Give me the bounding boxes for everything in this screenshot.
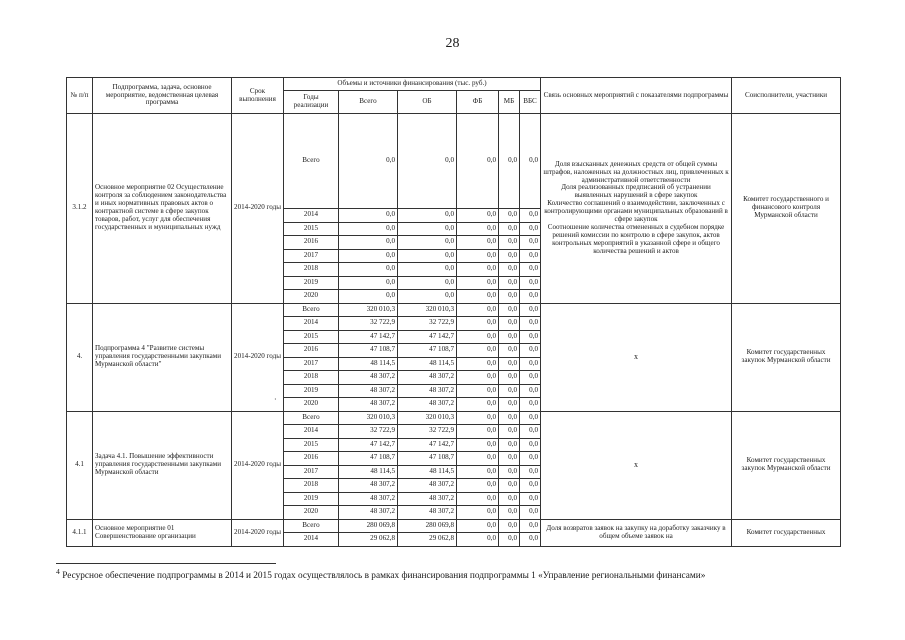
term-cell: 2014-2020 годы: [232, 114, 284, 304]
row-number: 4.1.1: [67, 519, 93, 546]
value-vbs: 0,0: [520, 344, 541, 358]
value-vbs: 0,0: [520, 236, 541, 250]
value-vbs: 0,0: [520, 398, 541, 412]
year-cell: Всего: [284, 303, 339, 317]
value-mb: 0,0: [499, 236, 520, 250]
header-term: Срок выполнения: [232, 78, 284, 114]
row-number: 3.1.2: [67, 114, 93, 304]
value-total: 0,0: [339, 263, 398, 277]
value-total: 48 114,5: [339, 357, 398, 371]
value-mb: 0,0: [499, 222, 520, 236]
value-ob: 48 307,2: [398, 384, 457, 398]
value-total: 48 307,2: [339, 479, 398, 493]
term-cell: 2014-2020 годы: [232, 303, 284, 411]
value-total: 48 307,2: [339, 492, 398, 506]
footnote-text: Ресурсное обеспечение подпрограммы в 2014 и 2015 годах осуществлялось в рамках финансирования подпрограммы 1 «Управление региональными финансами»: [62, 571, 706, 582]
value-vbs: 0,0: [520, 519, 541, 533]
value-ob: 29 062,8: [398, 533, 457, 547]
row-number: 4.1: [67, 411, 93, 519]
stray-dot: ·: [274, 395, 277, 404]
value-total: 47 142,7: [339, 438, 398, 452]
value-ob: 48 114,5: [398, 465, 457, 479]
value-fb: 0,0: [457, 357, 499, 371]
value-total: 320 010,3: [339, 303, 398, 317]
header-total: Всего: [339, 91, 398, 114]
funding-table: [66, 77, 841, 547]
year-cell: 2018: [284, 479, 339, 493]
header-years: Годы реализации: [284, 91, 339, 114]
value-ob: 47 142,7: [398, 330, 457, 344]
value-fb: 0,0: [457, 384, 499, 398]
value-fb: 0,0: [457, 114, 499, 209]
value-mb: 0,0: [499, 276, 520, 290]
value-mb: 0,0: [499, 357, 520, 371]
value-fb: 0,0: [457, 506, 499, 520]
footnote: [56, 567, 856, 581]
value-ob: 0,0: [398, 276, 457, 290]
value-fb: 0,0: [457, 344, 499, 358]
year-cell: 2015: [284, 222, 339, 236]
value-ob: 320 010,3: [398, 411, 457, 425]
value-ob: 32 722,9: [398, 317, 457, 331]
value-vbs: 0,0: [520, 276, 541, 290]
value-mb: 0,0: [499, 479, 520, 493]
value-mb: 0,0: [499, 506, 520, 520]
value-total: 0,0: [339, 276, 398, 290]
value-vbs: 0,0: [520, 357, 541, 371]
value-fb: 0,0: [457, 222, 499, 236]
indicator-link: Доля взысканных денежных средств от общей суммы штрафов, наложенных на должностных лиц, привлеченных к административной ответственности Доля реализованных предписаний об устранении выявленных нарушений в сфере закупок Количество соглашений о взаимодействии, заключенных с контролирующими органами муниципальных образований в сфере закупок Соотношение количества отмененных в судебном порядке решений комиссии по контролю в сфере закупок, актов контрольных мероприятий в указанной сфере и общего количества решений и актов: [541, 114, 732, 304]
value-fb: 0,0: [457, 249, 499, 263]
year-cell: 2014: [284, 317, 339, 331]
value-ob: 48 307,2: [398, 371, 457, 385]
value-vbs: 0,0: [520, 384, 541, 398]
value-ob: 47 108,7: [398, 452, 457, 466]
value-total: 0,0: [339, 222, 398, 236]
value-total: 48 307,2: [339, 371, 398, 385]
value-ob: 48 307,2: [398, 492, 457, 506]
page-number: 28: [445, 36, 460, 51]
value-total: 0,0: [339, 290, 398, 304]
value-total: 47 108,7: [339, 452, 398, 466]
year-cell: 2018: [284, 371, 339, 385]
year-cell: 2020: [284, 506, 339, 520]
value-vbs: 0,0: [520, 371, 541, 385]
value-vbs: 0,0: [520, 438, 541, 452]
activity-name: Задача 4.1. Повышение эффективности управления государственными закупками Мурманской области: [93, 411, 232, 519]
value-ob: 48 307,2: [398, 506, 457, 520]
footnote-mark: 4: [56, 567, 60, 576]
value-vbs: 0,0: [520, 492, 541, 506]
value-fb: 0,0: [457, 479, 499, 493]
value-vbs: 0,0: [520, 317, 541, 331]
value-fb: 0,0: [457, 438, 499, 452]
year-cell: Всего: [284, 519, 339, 533]
footnote-rule: [56, 563, 276, 564]
header-funding: Объемы и источники финансирования (тыс. руб.): [284, 78, 541, 91]
value-mb: 0,0: [499, 425, 520, 439]
value-total: 47 108,7: [339, 344, 398, 358]
value-vbs: 0,0: [520, 506, 541, 520]
value-mb: 0,0: [499, 209, 520, 223]
value-ob: 0,0: [398, 249, 457, 263]
value-fb: 0,0: [457, 465, 499, 479]
indicator-link: Доля возвратов заявок на закупку на доработку заказчику в общем объеме заявок на: [541, 519, 732, 546]
executor-cell: Комитет государственных закупок Мурманской области: [732, 303, 841, 411]
value-ob: 48 114,5: [398, 357, 457, 371]
value-vbs: 0,0: [520, 114, 541, 209]
value-ob: 47 108,7: [398, 344, 457, 358]
value-mb: 0,0: [499, 411, 520, 425]
value-fb: 0,0: [457, 452, 499, 466]
value-mb: 0,0: [499, 492, 520, 506]
table-row: [67, 519, 841, 533]
value-mb: 0,0: [499, 344, 520, 358]
year-cell: 2019: [284, 384, 339, 398]
table-row: [67, 303, 841, 317]
value-vbs: 0,0: [520, 222, 541, 236]
indicator-link: х: [541, 303, 732, 411]
value-vbs: 0,0: [520, 411, 541, 425]
value-fb: 0,0: [457, 209, 499, 223]
year-cell: 2017: [284, 357, 339, 371]
value-ob: 32 722,9: [398, 425, 457, 439]
activity-name: Основное мероприятие 01 Совершенствование организации: [93, 519, 232, 546]
year-cell: 2015: [284, 330, 339, 344]
value-fb: 0,0: [457, 533, 499, 547]
value-fb: 0,0: [457, 411, 499, 425]
value-total: 0,0: [339, 114, 398, 209]
value-ob: 0,0: [398, 236, 457, 250]
value-fb: 0,0: [457, 519, 499, 533]
table-row: [67, 114, 841, 209]
value-total: 48 307,2: [339, 398, 398, 412]
value-fb: 0,0: [457, 317, 499, 331]
year-cell: Всего: [284, 411, 339, 425]
header-num: № п/п: [67, 78, 93, 114]
value-vbs: 0,0: [520, 330, 541, 344]
year-cell: 2017: [284, 465, 339, 479]
year-cell: 2014: [284, 425, 339, 439]
value-fb: 0,0: [457, 263, 499, 277]
value-ob: 48 307,2: [398, 479, 457, 493]
value-total: 32 722,9: [339, 317, 398, 331]
header-executors: Соисполнители, участники: [732, 78, 841, 114]
executor-cell: Комитет государственных: [732, 519, 841, 546]
value-mb: 0,0: [499, 290, 520, 304]
value-vbs: 0,0: [520, 452, 541, 466]
value-mb: 0,0: [499, 114, 520, 209]
value-fb: 0,0: [457, 330, 499, 344]
header-ob: ОБ: [398, 91, 457, 114]
year-cell: Всего: [284, 114, 339, 209]
value-mb: 0,0: [499, 384, 520, 398]
year-cell: 2016: [284, 452, 339, 466]
value-total: 0,0: [339, 249, 398, 263]
value-total: 48 307,2: [339, 384, 398, 398]
value-mb: 0,0: [499, 330, 520, 344]
value-total: 32 722,9: [339, 425, 398, 439]
value-mb: 0,0: [499, 519, 520, 533]
header-vbs: ВБС: [520, 91, 541, 114]
value-ob: 0,0: [398, 263, 457, 277]
year-cell: 2014: [284, 533, 339, 547]
value-ob: 0,0: [398, 209, 457, 223]
value-vbs: 0,0: [520, 425, 541, 439]
value-total: 320 010,3: [339, 411, 398, 425]
row-number: 4.: [67, 303, 93, 411]
executor-cell: Комитет государственного и финансового контроля Мурманской области: [732, 114, 841, 304]
value-vbs: 0,0: [520, 209, 541, 223]
value-total: 0,0: [339, 209, 398, 223]
value-ob: 280 069,8: [398, 519, 457, 533]
value-mb: 0,0: [499, 249, 520, 263]
value-vbs: 0,0: [520, 533, 541, 547]
table-header: [67, 78, 841, 114]
year-cell: 2018: [284, 263, 339, 277]
value-ob: 0,0: [398, 222, 457, 236]
year-cell: 2017: [284, 249, 339, 263]
header-fb: ФБ: [457, 91, 499, 114]
term-cell: 2014-2020 годы: [232, 411, 284, 519]
value-fb: 0,0: [457, 303, 499, 317]
value-ob: 0,0: [398, 290, 457, 304]
value-total: 47 142,7: [339, 330, 398, 344]
value-vbs: 0,0: [520, 290, 541, 304]
value-mb: 0,0: [499, 465, 520, 479]
value-mb: 0,0: [499, 438, 520, 452]
activity-name: Подпрограмма 4 "Развитие системы управления государственными закупками Мурманской области": [93, 303, 232, 411]
value-ob: 48 307,2: [398, 398, 457, 412]
value-ob: 47 142,7: [398, 438, 457, 452]
table-row: [67, 411, 841, 425]
value-vbs: 0,0: [520, 479, 541, 493]
term-cell: 2014-2020 годы: [232, 519, 284, 546]
value-vbs: 0,0: [520, 465, 541, 479]
value-mb: 0,0: [499, 398, 520, 412]
value-ob: 320 010,3: [398, 303, 457, 317]
value-fb: 0,0: [457, 492, 499, 506]
year-cell: 2019: [284, 492, 339, 506]
header-name: Подпрограмма, задача, основное мероприятие, ведомственная целевая программа: [93, 78, 232, 114]
value-mb: 0,0: [499, 263, 520, 277]
value-vbs: 0,0: [520, 303, 541, 317]
value-fb: 0,0: [457, 425, 499, 439]
value-fb: 0,0: [457, 371, 499, 385]
value-vbs: 0,0: [520, 249, 541, 263]
year-cell: 2020: [284, 290, 339, 304]
value-fb: 0,0: [457, 290, 499, 304]
value-total: 48 307,2: [339, 506, 398, 520]
value-fb: 0,0: [457, 398, 499, 412]
year-cell: 2020: [284, 398, 339, 412]
activity-name: Основное мероприятие 02 Осуществление контроля за соблюдением законодательства и иных нормативных правовых актов о контрактной системе в сфере закупок товаров, работ, услуг для обеспечения государственных и муниципальных нужд: [93, 114, 232, 304]
value-vbs: 0,0: [520, 263, 541, 277]
table-body: [67, 114, 841, 547]
value-mb: 0,0: [499, 452, 520, 466]
value-fb: 0,0: [457, 276, 499, 290]
indicator-link: х: [541, 411, 732, 519]
value-total: 0,0: [339, 236, 398, 250]
header-link: Связь основных мероприятий с показателями подпрограммы: [541, 78, 732, 114]
value-ob: 0,0: [398, 114, 457, 209]
value-mb: 0,0: [499, 303, 520, 317]
year-cell: 2016: [284, 236, 339, 250]
year-cell: 2014: [284, 209, 339, 223]
header-mb: МБ: [499, 91, 520, 114]
value-mb: 0,0: [499, 533, 520, 547]
value-total: 29 062,8: [339, 533, 398, 547]
value-total: 280 069,8: [339, 519, 398, 533]
value-total: 48 114,5: [339, 465, 398, 479]
year-cell: 2016: [284, 344, 339, 358]
value-fb: 0,0: [457, 236, 499, 250]
value-mb: 0,0: [499, 317, 520, 331]
year-cell: 2015: [284, 438, 339, 452]
executor-cell: Комитет государственных закупок Мурманской области: [732, 411, 841, 519]
value-mb: 0,0: [499, 371, 520, 385]
year-cell: 2019: [284, 276, 339, 290]
